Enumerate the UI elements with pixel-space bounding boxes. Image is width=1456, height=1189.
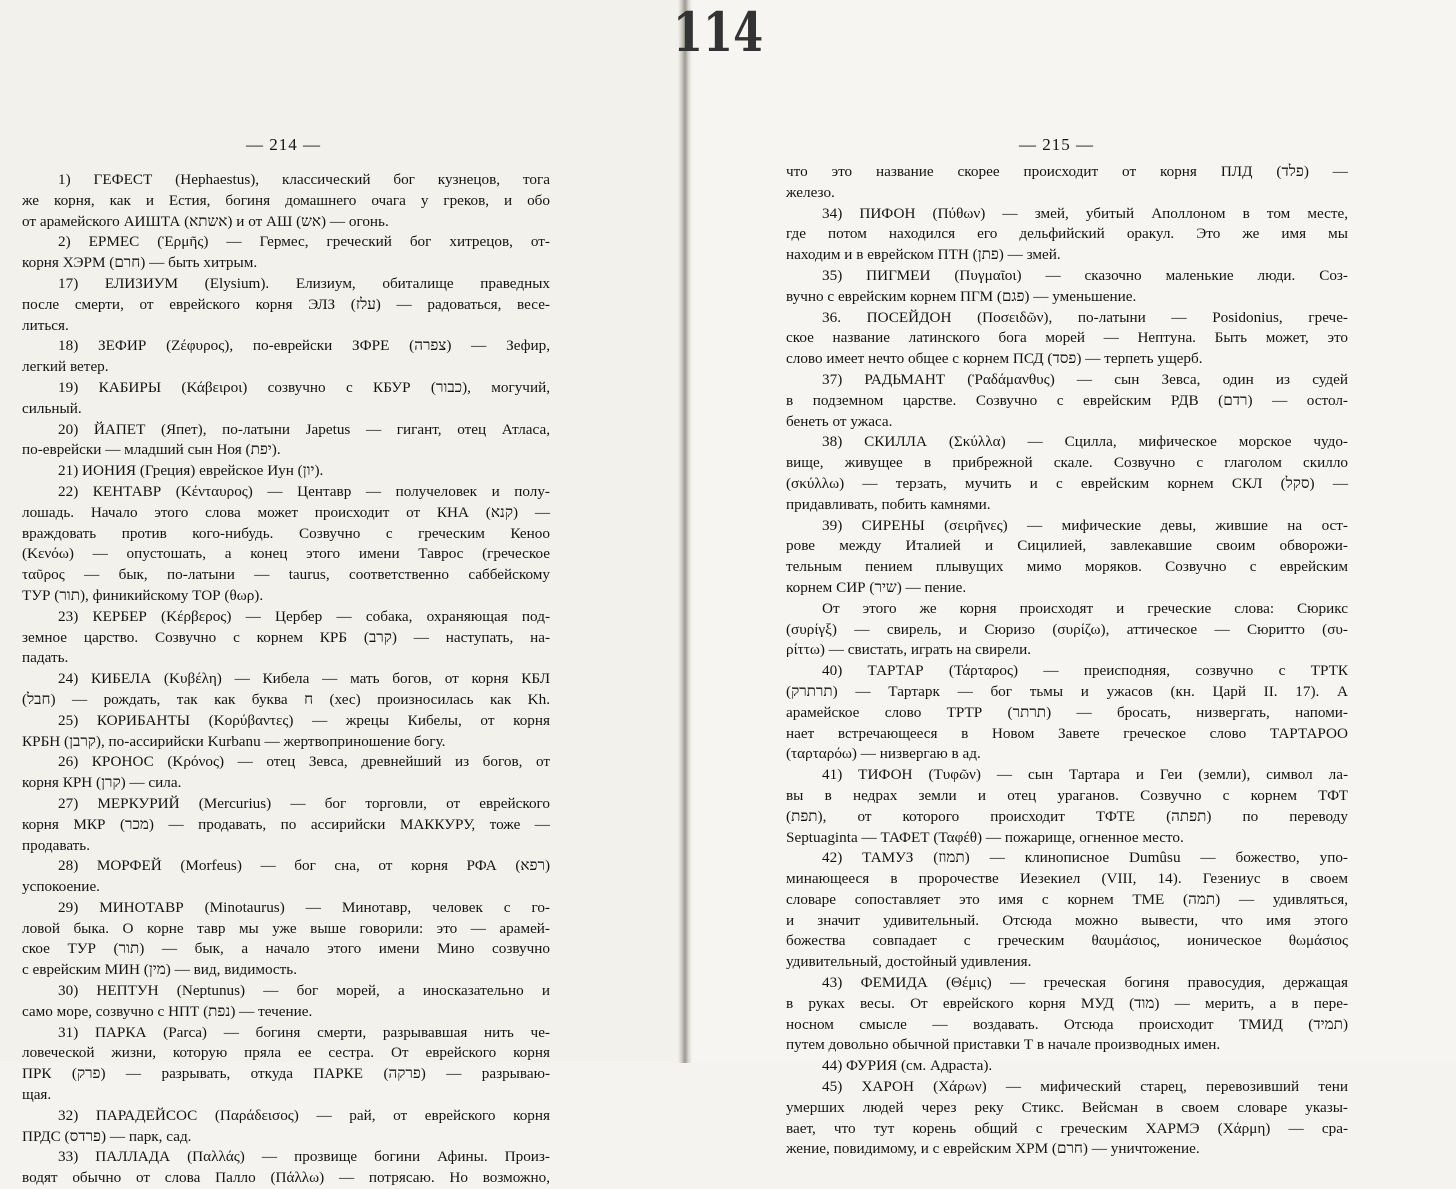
- text-line: нает встречающееся в Новом Завете греческое слово ТАРТАРОО: [786, 724, 1348, 742]
- text-line: железо.: [786, 183, 835, 201]
- text-line: 34) ПИФОН (Πύθων) — змей, убитый Аполлоном в том месте,: [822, 204, 1348, 222]
- text-line: вучно с еврейским корнем ПГМ (פגם) — уменьшение.: [786, 287, 1137, 305]
- right-page: [690, 0, 1456, 1158]
- text-line: вает, что тут корень общий с греческим ХАРМЭ (Χάρμη) — сра-: [786, 1119, 1348, 1137]
- text-line: (συρίγξ) — свирель, и Сюризо (συρίζω), аттическое — Сюритто (συ-: [786, 620, 1348, 638]
- text-line: 19) КАБИРЫ (Κάβειροι) созвучно с КБУР (כבור), могучий,: [58, 378, 550, 396]
- text-line: в руках весы. От еврейского корня МУД (מוד) — мерить, а в пере-: [786, 994, 1349, 1012]
- text-line: придавливать, побить камнями.: [786, 495, 991, 513]
- text-line: 22) КЕНТАВР (Κένταυρος) — Центавр — получеловек и полу-: [58, 482, 550, 500]
- text-line: вы в недрах земли и отец ураганов. Созвучно с корнем ТФТ: [786, 786, 1348, 804]
- text-line: 43) ФЕМИДА (Θέμις) — греческая богиня правосудия, держащая: [822, 974, 1348, 992]
- text-line: 23) КЕРБЕР (Κέρβερος) — Цербер — собака, охраняющая под-: [58, 607, 550, 625]
- text-line: падать.: [22, 649, 69, 667]
- text-line: 24) КИБЕЛА (Κυβέλη) — Кибела — мать богов, от корня КБЛ: [58, 670, 550, 688]
- text-line: божества совпадает с греческим θαυμάσιος, ионическое θωμάσιος: [786, 932, 1348, 950]
- text-line: ПРДС (פרדס) — парк, сад.: [22, 1127, 192, 1145]
- text-line: 17) ЕЛИЗИУМ (Elysium). Елизиум, обиталище праведных: [58, 274, 550, 292]
- text-line: 44) ФУРИЯ (см. Адраста).: [822, 1057, 993, 1075]
- text-line: 33) ПАЛЛАДА (Παλλάς) — прозвище богини Афины. Произ-: [58, 1148, 550, 1166]
- text-line: 18) ЗЕФИР (Ζέφυρος), по-еврейски ЗФРЕ (צפרה) — Зефир,: [58, 337, 550, 355]
- text-line: корня МКР (מכר) — продавать, по ассирийски МАККУРУ, тоже —: [22, 815, 550, 833]
- text-line: 29) МИНОТАВР (Minotaurus) — Минотавр, человек с го-: [58, 898, 550, 916]
- handwritten-folio-number: 114: [673, 0, 764, 64]
- text-line: бенеть от ужаса.: [786, 412, 893, 430]
- text-line: слово имеет нечто общее с корнем ПСД (פסד) — терпеть ущерб.: [786, 350, 1203, 368]
- text-line: носном смысле — воздавать. Отсюда происходит ТМИД (תמיד): [786, 1015, 1348, 1033]
- text-line: корня КРН (קרן) — сила.: [22, 774, 182, 792]
- left-page: [0, 0, 690, 1187]
- text-line: и значит удивительный. Отсюда можно вывести, что имя этого: [786, 911, 1348, 929]
- text-line: От этого же корня происходят и греческие слова: Сюрикс: [822, 599, 1348, 617]
- text-line: находим и в еврейском ПТН (פתן) — змей.: [786, 246, 1061, 264]
- text-line: после смерти, от еврейского корня ЭЛЗ (עלז) — радоваться, весе-: [22, 295, 550, 313]
- text-line: ское название латинского бога морей — Нептуна. Быть может, это: [786, 329, 1348, 347]
- text-line: успокоение.: [22, 878, 100, 896]
- text-line: 27) МЕРКУРИЙ (Mercurius) — бог торговли, от еврейского: [58, 794, 550, 812]
- text-line: продавать.: [22, 836, 91, 854]
- text-line: КРБН (קרבן), по-ассирийски Kurbanu — жертвоприношение богу.: [22, 732, 446, 750]
- text-line: 1) ГЕФЕСТ (Hephaestus), классический бог кузнецов, тога: [58, 171, 550, 188]
- text-line: тельным пением плывущих мимо моряков. Созвучно с еврейским: [786, 558, 1348, 576]
- text-line: 41) ТИФОН (Τυφῶν) — сын Тартара и Геи (земли), символ ла-: [822, 766, 1348, 784]
- text-line: ловой быка. О корне тавр мы уже выше говорили: это — арамей-: [22, 919, 550, 937]
- text-line: водят обычно от слова Палло (Πάλλω) — потрясаю. Но возможно,: [22, 1169, 550, 1187]
- text-line: где потом находился его дельфийский оракул. Это же имя мы: [786, 225, 1348, 243]
- text-line: корня ХЭРМ (חרם) — быть хитрым.: [22, 254, 258, 272]
- text-line: 42) ТАМУЗ (תמוז) — клинописное Dumûsu — божество, упо-: [822, 849, 1348, 867]
- text-line: враждовать против кого-нибудь. Созвучно с греческим Кеноо: [22, 524, 550, 542]
- text-line: арамейское слово ТРТР (תרתר) — бросать, низвергать, напоми-: [786, 703, 1348, 721]
- left-page-text: [22, 170, 550, 1189]
- text-line: 45) ХАРОН (Χάρων) — мифический старец, перевозивший тени: [822, 1078, 1348, 1096]
- text-line: умерших людей через реку Стикс. Вейсман в своем словаре указы-: [786, 1098, 1348, 1116]
- text-line: 36. ПОСЕЙДОН (Ποσειδῶν), по-латыни — Posidonius, грече-: [822, 308, 1348, 326]
- text-line: (ταρταρόω) — низвергаю в ад.: [786, 745, 981, 763]
- text-line: минающееся в пророчестве Иезекиел (VIII, 14). Гезениус в своем: [786, 870, 1348, 888]
- text-line: 32) ПАРАДЕЙСОС (Παράδεισος) — рай, от еврейского корня: [58, 1106, 550, 1124]
- text-line: рове между Италией и Сицилией, завлекавшие своим обворожи-: [786, 537, 1348, 555]
- text-line: (תפת), от которого происходит ТФТЕ (תפתה) по переводу: [786, 807, 1348, 825]
- text-line: Septuaginta — ТАФЕТ (Ταφέθ) — пожарище, огненное место.: [786, 828, 1184, 846]
- right-page-number: — 215 —: [1019, 135, 1094, 154]
- text-line: (Κενόω) — опустошать, а конец этого имени Таврос (греческое: [22, 545, 550, 563]
- text-line: сильный.: [22, 399, 82, 417]
- text-line: ское ТУР (תור) — бык, а начало этого имени Мино созвучно: [22, 940, 550, 958]
- text-line: по-еврейски — младший сын Ноя (יפת).: [22, 441, 281, 459]
- book-gutter: [678, 0, 692, 1063]
- text-line: ТУР (תור), финикийскому ТОР (θωρ).: [22, 586, 264, 604]
- text-line: 30) НЕПТУН (Neptunus) — бог морей, а иносказательно и: [58, 982, 550, 1000]
- text-line: (תרתרק) — Тартарк — бог тьмы и ужасов (кн. Царй II. 17). А: [786, 682, 1348, 700]
- text-line: же корня, как и Естия, богиня домашнего очага у греков, и обо: [22, 191, 550, 209]
- text-line: легкий ветер.: [22, 358, 109, 376]
- text-line: 28) МОРФЕЙ (Morfeus) — бог сна, от корня РФА (רפא): [58, 857, 550, 875]
- text-line: что это название скорее происходит от корня ПЛД (פלד) —: [786, 163, 1348, 180]
- text-line: ловеческой жизни, которую пряла ее сестра. От еврейского корня: [22, 1044, 550, 1062]
- text-line: 2) ЕРМЕС (Ἑρμῆς) — Гермес, греческий бог хитрецов, от-: [58, 233, 550, 251]
- text-line: в подземном царстве. Созвучно с еврейским РДВ (רדם) — остол-: [786, 391, 1348, 409]
- text-line: 25) КОРИБАНТЫ (Κορύβαντες) — жрецы Кибелы, от корня: [58, 711, 550, 729]
- text-line: щая.: [22, 1086, 52, 1104]
- text-line: словаре сопоставляет это имя с корнем ТМЕ (תמה) — удивляться,: [786, 890, 1348, 908]
- text-line: 31) ПАРКА (Parca) — богиня смерти, разрывавшая нить че-: [58, 1023, 550, 1041]
- text-line: с еврейским МИН (מין) — вид, видимость.: [22, 961, 298, 979]
- right-page-text: [786, 162, 1348, 1160]
- text-line: 37) РАДЬМАНТ (Ῥαδάμανθυς) — сын Зевса, один из судей: [822, 370, 1348, 388]
- text-line: (σκύλλω) — терзать, мучить и с еврейским корнем СКЛ (סקל) —: [786, 474, 1349, 492]
- text-line: жение, повидимому, и с еврейским ХРМ (חרם) — уничтожение.: [786, 1140, 1200, 1158]
- text-line: 20) ЙАПЕТ (Япет), по-латыни Japetus — гигант, отец Атласа,: [58, 420, 550, 438]
- text-line: ρίττω) — свистать, играть на свирели.: [786, 641, 1032, 659]
- text-line: само море, созвучно с НПТ (נפת) — течение.: [22, 1002, 313, 1020]
- text-line: 38) СКИЛЛА (Σκύλλα) — Сцилла, мифическое морское чудо-: [822, 433, 1348, 451]
- text-line: от арамейского АИШТА (אשתא) и от АШ (אש) — огонь.: [22, 212, 389, 230]
- text-line: литься.: [22, 316, 69, 334]
- text-line: ПРК (פרק) — разрывать, откуда ПАРКЕ (פרקה) — разрываю-: [22, 1065, 551, 1083]
- text-line: 35) ПИГМЕИ (Πυγμαῖοι) — сказочно маленькие люди. Соз-: [822, 266, 1348, 284]
- text-line: удивительный, достойный удивления.: [786, 953, 1032, 971]
- text-line: путем довольно обычной приставки Т в начале производных имен.: [786, 1036, 1221, 1054]
- text-line: 21) ИОНИЯ (Греция) еврейское Иун (יון).: [58, 462, 324, 480]
- text-line: вище, живущее в прибрежной скале. Созвучно с глаголом скилло: [786, 454, 1348, 472]
- text-line: 39) СИРЕНЫ (σειρῆνες) — мифические девы, жившие на ост-: [822, 516, 1348, 534]
- text-line: лошадь. Начало этого слова может происходит от КНА (קנא) —: [22, 503, 551, 521]
- text-line: ταῦρος — бык, по-латыни — taurus, соответственно саббейскому: [22, 566, 550, 584]
- left-page-number: — 214 —: [246, 135, 321, 154]
- text-line: корнем СИР (שיר) — пение.: [786, 578, 967, 596]
- text-line: земное царство. Созвучно с корнем КРБ (קרב) — наступать, на-: [22, 628, 550, 646]
- text-line: 26) КРОНОС (Κρόνος) — отец Зевса, древнейший из богов, от: [58, 753, 550, 771]
- text-line: 40) ТАРТАР (Τάρταρος) — преисподняя, созвучно с ТРТК: [822, 662, 1348, 680]
- text-line: (חבל) — рождать, так как буква ח (хес) произносилась как Kh.: [22, 690, 550, 708]
